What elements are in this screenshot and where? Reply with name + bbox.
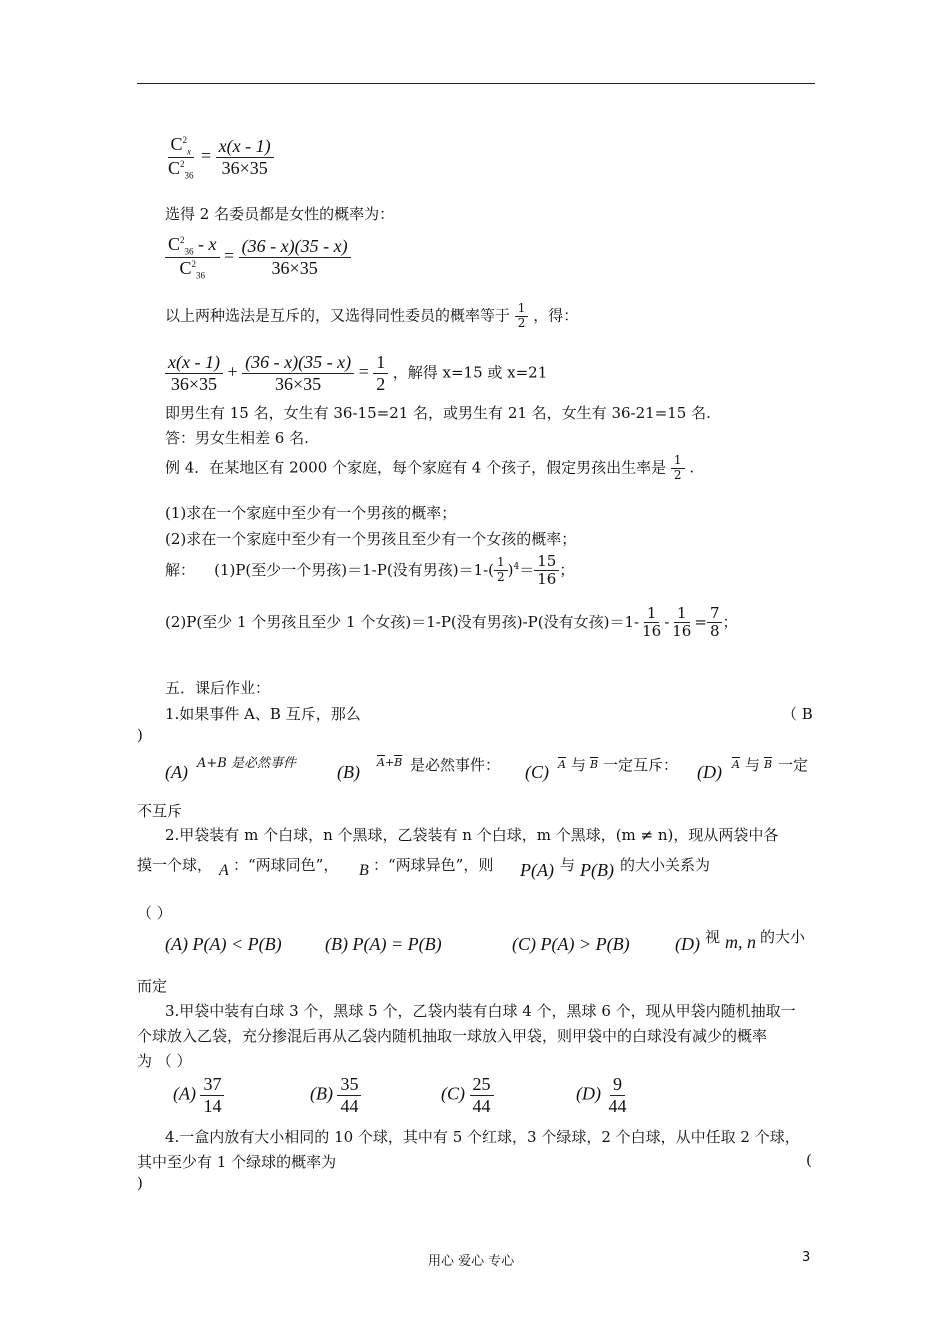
- fraction: $\frac{1}{2}$: [373, 352, 388, 394]
- fraction: $\frac{(36 - x)(35 - x)}{36\times 35}$: [242, 352, 354, 394]
- fraction: $\frac{C^2_{36} - x}{C^2_{36}}$: [165, 234, 220, 281]
- fraction: $\frac{35}{44}$: [337, 1074, 361, 1116]
- text-line: 不互斥: [137, 802, 183, 820]
- formula-2: $\frac{C^2_{36} - x}{C^2_{36}}$ = $\frac{(36 - x)(35 - x)}{36\times 35}$: [165, 234, 351, 281]
- fraction: $\frac{7}{8}$: [707, 605, 723, 641]
- fraction: $\frac{9}{44}$: [608, 1074, 627, 1116]
- fraction: $\frac{(36 - x)(35 - x)}{36\times 35}$: [239, 236, 351, 278]
- question-2: (2)求在一个家庭中至少有一个男孩且至少有一个女孩的概率；: [165, 530, 577, 548]
- fraction: $\frac{x(x - 1)}{36\times 35}$: [216, 136, 274, 178]
- text-line: 答：男女生相差 6 名.: [165, 429, 309, 447]
- option-a: (A) $\frac{37}{14}$: [173, 1074, 224, 1116]
- footer-slogan: 用心 爱心 专心: [428, 1254, 515, 1269]
- option-c: (C) $\frac{25}{44}$: [441, 1074, 494, 1116]
- fraction: $\frac{C^2_x}{C^2_{36}}$: [168, 134, 194, 181]
- fraction: $\frac{1}{16}$: [672, 604, 692, 641]
- homework-4: 4.一盒内放有大小相同的 10 个球，其中有 5 个红球，3 个绿球，2 个白球，从中任取 2 个球，: [165, 1128, 800, 1146]
- fraction: $\frac{x(x - 1)}{36\times 35}$: [165, 352, 223, 394]
- homework-3-options: [173, 1074, 693, 1120]
- fraction: $\frac{1}{2}$: [515, 302, 529, 331]
- homework-2-line2: 摸一个球， A ：“两球同色”， B ：“两球异色”，则 P(A) 与 P(B) 的大小关系为: [137, 856, 711, 880]
- solution-2: (2)P(至少 1 个男孩且至少 1 个女孩)＝1-P(没有男孩)-P(没有女孩)＝1- $\frac{1}{16}$ - $\frac{1}{16}$ = $\frac{7}{8}$ ；: [165, 604, 738, 641]
- fraction: $\frac{1}{16}$: [642, 604, 662, 641]
- homework-1: 1.如果事件 A、B 互斥，那么: [165, 705, 361, 723]
- text-line: 个球放入乙袋，充分掺混后再从乙袋内随机抽取一球放入甲袋，则甲袋中的白球没有减少的概率: [137, 1027, 768, 1045]
- section-heading: 五．课后作业：: [165, 679, 271, 697]
- question-1: (1)求在一个家庭中至少有一个男孩的概率；: [165, 504, 457, 522]
- homework-2: 2.甲袋装有 m 个白球，n 个黑球，乙袋装有 n 个白球，m 个黑球，(m ≠ n)，现从两袋中各: [165, 826, 779, 844]
- homework-2-options: (A) P(A) < P(B) (B) P(A) = P(B) (C) P(A) > P(B) (D) 视 m, n 的大小: [165, 928, 806, 954]
- answer-paren-close: ): [137, 1174, 143, 1192]
- formula-3: $\frac{x(x - 1)}{36\times 35}$ + $\frac{(36 - x)(35 - x)}{36\times 35}$ = $\frac{1}{2}$ ，解得 x=15 或 x=21: [165, 352, 547, 394]
- header-rule: [137, 83, 815, 84]
- page-number: 3: [802, 1250, 811, 1265]
- option-b: (B) $\frac{35}{44}$: [310, 1074, 361, 1116]
- fraction: $\frac{15}{16}$: [534, 553, 559, 589]
- solution-1: 解： (1)P(至少一个男孩)＝1-P(没有男孩)＝1-( $\frac{1}{2}$ )$^4$＝ $\frac{15}{16}$ ；: [165, 552, 575, 589]
- answer-paren: （ B: [782, 705, 813, 723]
- fraction: $\frac{37}{14}$: [200, 1074, 224, 1116]
- text-line: 为 （ ）: [137, 1052, 192, 1070]
- answer-paren-close: ): [137, 726, 143, 744]
- formula-1: $\frac{C^2_x}{C^2_{36}}$ = $\frac{x(x - 1)}{36\times 35}$: [165, 134, 274, 181]
- example-4: 例 4．在某地区有 2000 个家庭，每个家庭有 4 个孩子，假定男孩出生率是 $\frac{1}{2}$ .: [165, 453, 695, 482]
- answer-paren: （ ）: [137, 904, 172, 922]
- text-line: 即男生有 15 名，女生有 36-15=21 名，或男生有 21 名，女生有 36-21=15 名.: [165, 404, 711, 422]
- text-line: 选得 2 名委员都是女性的概率为：: [165, 205, 395, 223]
- answer-paren-open: (: [806, 1151, 812, 1169]
- fraction: $\frac{25}{44}$: [470, 1074, 494, 1116]
- fraction: $\frac{1}{2}$: [494, 556, 508, 585]
- fraction: $\frac{1}{2}$: [671, 454, 685, 483]
- text-line: 以上两种选法是互斥的，又选得同性委员的概率等于 $\frac{1}{2}$ ，得：: [165, 301, 579, 330]
- option-d: (D) $\frac{9}{44}$: [576, 1074, 630, 1116]
- text-line: 而定: [137, 977, 168, 995]
- homework-3: 3.甲袋中装有白球 3 个，黑球 5 个，乙袋内装有白球 4 个，黑球 6 个，现从甲袋内随机抽取一: [165, 1002, 796, 1020]
- text-line: 其中至少有 1 个绿球的概率为: [137, 1153, 337, 1171]
